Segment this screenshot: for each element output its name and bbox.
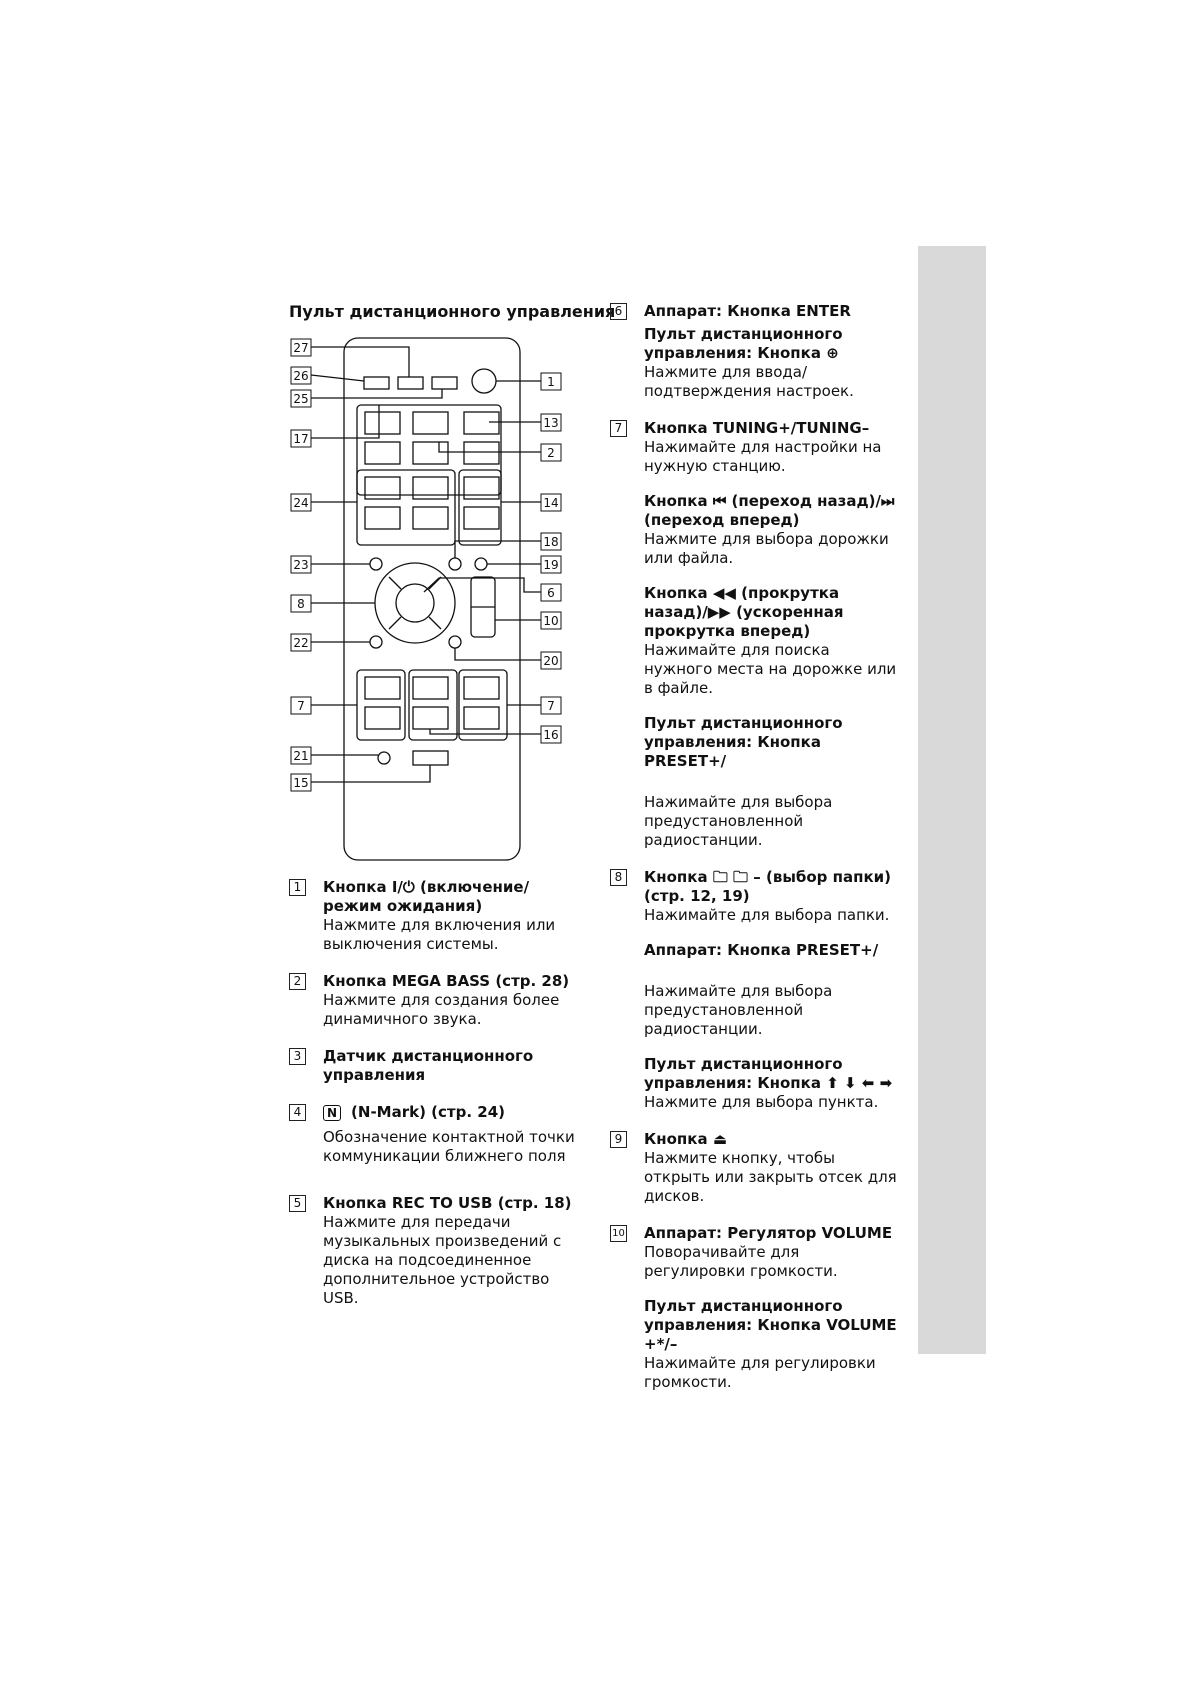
- callout-7-right: [541, 697, 561, 714]
- item-4: [289, 1103, 579, 1166]
- callout-19: [541, 556, 561, 573]
- callout-7-left: [291, 697, 311, 714]
- item-description: Нажмите кнопку, чтобы открыть или закрыть отсек для дисков.: [644, 1149, 897, 1205]
- callout-26: [291, 367, 311, 384]
- callout-14: [541, 494, 561, 511]
- item-heading: (N-Mark) (стр. 24): [351, 1103, 506, 1121]
- item-description: Нажмите для создания более динамичного звука.: [323, 991, 560, 1028]
- item-2: [289, 972, 579, 1029]
- item-number: 10: [610, 1225, 627, 1242]
- item-description: Нажмите для выбора пункта.: [644, 1093, 879, 1111]
- callout-1: [541, 373, 561, 390]
- item-description: Нажимайте для настройки на нужную станцию.: [644, 438, 882, 475]
- item-description: Поворачивайте для регулировки громкости.: [644, 1243, 838, 1280]
- callout-24: [291, 494, 311, 511]
- svg-text:17: 17: [293, 432, 309, 446]
- item-heading: Датчик дистанционного управления: [323, 1047, 534, 1084]
- item-heading: Кнопка MEGA BASS (стр. 28): [323, 972, 570, 990]
- item-6: [610, 302, 902, 401]
- item-description: Нажмите для ввода/ подтверждения настроек.: [644, 363, 854, 400]
- item-description: Обозначение контактной точки коммуникации ближнего поля: [323, 1128, 575, 1165]
- item-3: [289, 1047, 579, 1085]
- item-subheading: Кнопка ◀◀ (прокрутка назад)/▶▶ (ускоренная прокрутка вперед): [644, 584, 844, 640]
- item-heading: Кнопка ⏏: [644, 1130, 727, 1148]
- svg-text:18: 18: [543, 535, 559, 549]
- item-description: Нажмите для включения или выключения системы.: [323, 916, 556, 953]
- item-1: [289, 878, 579, 954]
- item-description: Нажимайте для выбора предустановленной радиостанции.: [644, 982, 833, 1038]
- item-number: 6: [610, 303, 627, 320]
- callout-18: [541, 533, 561, 550]
- svg-text:7: 7: [297, 699, 305, 713]
- svg-text:23: 23: [293, 558, 309, 572]
- item-number: 1: [289, 879, 306, 896]
- svg-text:25: 25: [293, 392, 309, 406]
- item-7: [610, 419, 902, 850]
- svg-text:14: 14: [543, 496, 559, 510]
- callout-17: [291, 430, 311, 447]
- callout-23: [291, 556, 311, 573]
- callout-6: [541, 584, 561, 601]
- svg-text:16: 16: [543, 728, 559, 742]
- item-number: 4: [289, 1104, 306, 1121]
- svg-text:24: 24: [293, 496, 309, 510]
- callout-22: [291, 634, 311, 651]
- item-description: Нажимайте для регулировки громкости.: [644, 1354, 876, 1391]
- item-heading: Кнопка 🗀 🗀 – (выбор папки) (стр. 12, 19): [644, 868, 892, 905]
- item-subheading: Пульт дистанционного управления: Кнопка VOLUME +*/–: [644, 1297, 897, 1353]
- callout-21: [291, 747, 311, 764]
- right-column: [610, 302, 902, 1410]
- svg-text:22: 22: [293, 636, 309, 650]
- left-column: [289, 878, 579, 1326]
- svg-text:10: 10: [543, 614, 559, 628]
- item-description: Нажимайте для выбора папки.: [644, 906, 890, 924]
- item-number: 5: [289, 1195, 306, 1212]
- item-subheading: Пульт дистанционного управления: Кнопка ⊕: [644, 325, 843, 362]
- svg-text:15: 15: [293, 776, 309, 790]
- item-10: [610, 1224, 902, 1392]
- callout-25: [291, 390, 311, 407]
- item-subheading: Кнопка ⏮ (переход назад)/⏭ (переход вперед): [644, 492, 895, 529]
- item-heading: Кнопка TUNING+/TUNING–: [644, 419, 870, 437]
- item-heading: Аппарат: Регулятор VOLUME: [644, 1224, 893, 1242]
- svg-text:20: 20: [543, 654, 559, 668]
- svg-text:6: 6: [547, 586, 555, 600]
- item-number: 3: [289, 1048, 306, 1065]
- svg-text:27: 27: [293, 341, 309, 355]
- svg-text:2: 2: [547, 446, 555, 460]
- item-number: 9: [610, 1131, 627, 1148]
- item-number: 7: [610, 420, 627, 437]
- item-description: Нажмите для выбора дорожки или файла.: [644, 530, 889, 567]
- svg-text:1: 1: [547, 375, 555, 389]
- item-description: Нажимайте для поиска нужного места на дорожке или в файле.: [644, 641, 897, 697]
- svg-text:8: 8: [297, 597, 305, 611]
- callout-27: [291, 339, 311, 356]
- callout-10: [541, 612, 561, 629]
- section-title: Пульт дистанционного управления: [289, 302, 616, 321]
- item-heading: Кнопка REC TO USB (стр. 18): [323, 1194, 572, 1212]
- callout-13: [541, 414, 561, 431]
- svg-text:7: 7: [547, 699, 555, 713]
- n-mark-icon: N: [323, 1105, 341, 1121]
- callout-15: [291, 774, 311, 791]
- item-number: 2: [289, 973, 306, 990]
- svg-text:19: 19: [543, 558, 559, 572]
- item-number: 8: [610, 869, 627, 886]
- svg-text:21: 21: [293, 749, 309, 763]
- callout-2: [541, 444, 561, 461]
- page-side-tab: [918, 246, 986, 1354]
- item-9: [610, 1130, 902, 1206]
- callout-8: [291, 595, 311, 612]
- item-subheading: Пульт дистанционного управления: Кнопка ⬆ ⬇ ⬅ ➡: [644, 1055, 893, 1092]
- item-5: [289, 1194, 579, 1308]
- item-subheading: Пульт дистанционного управления: Кнопка PRESET+/: [644, 714, 843, 770]
- item-8: [610, 868, 902, 1112]
- item-heading: Аппарат: Кнопка ENTER: [644, 302, 851, 320]
- svg-text:13: 13: [543, 416, 559, 430]
- svg-text:26: 26: [293, 369, 309, 383]
- item-heading: Кнопка I/⏻ (включение/режим ожидания): [323, 878, 530, 915]
- callout-16: [541, 726, 561, 743]
- callout-20: [541, 652, 561, 669]
- remote-control-diagram: [289, 330, 595, 870]
- item-subheading: Аппарат: Кнопка PRESET+/: [644, 941, 879, 959]
- item-description: Нажимайте для выбора предустановленной радиостанции.: [644, 793, 833, 849]
- item-description: Нажмите для передачи музыкальных произведений с диска на подсоединенное дополнительное устройство USB.: [323, 1213, 562, 1307]
